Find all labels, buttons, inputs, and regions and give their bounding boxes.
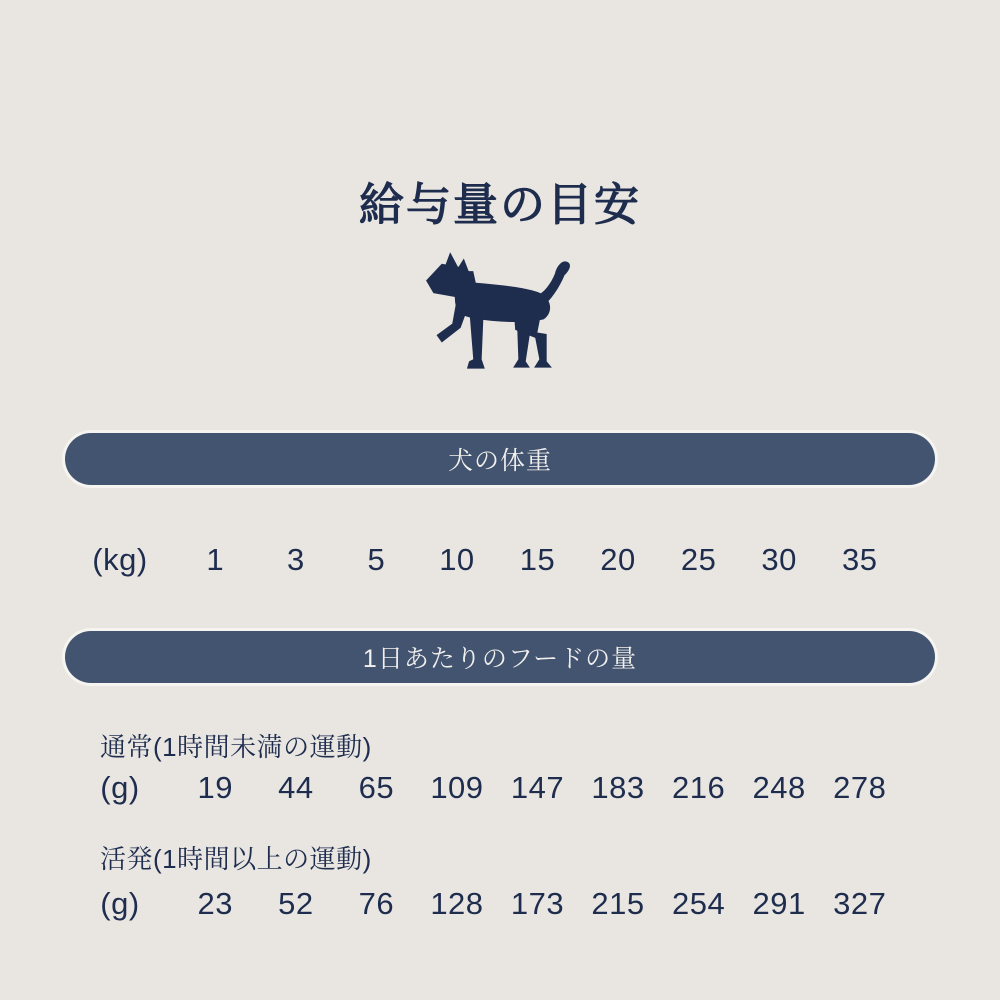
food-value: 147 <box>510 770 565 805</box>
weight-value: 20 <box>600 542 636 577</box>
weight-value: 35 <box>841 542 878 577</box>
weight-value: 10 <box>439 542 475 577</box>
food-value: 216 <box>671 770 726 805</box>
active-food-row <box>65 882 900 926</box>
weight-unit-label: (kg) <box>92 542 148 577</box>
food-value: 278 <box>833 770 887 805</box>
weight-value: 5 <box>367 542 386 577</box>
food-value: 291 <box>752 886 806 921</box>
food-value: 19 <box>197 770 234 805</box>
food-value: 215 <box>591 886 645 921</box>
food-value: 248 <box>752 770 806 805</box>
dog-silhouette-icon <box>425 250 575 373</box>
food-value: 254 <box>671 886 726 921</box>
weight-value: 30 <box>761 542 797 577</box>
food-value: 183 <box>591 770 645 805</box>
weight-header-banner <box>65 433 935 485</box>
active-activity-label: 活発(1時間以上の運動) <box>100 844 372 874</box>
weights-row <box>65 538 900 582</box>
food-header-label: 1日あたりのフードの量 <box>362 645 638 673</box>
weight-value: 15 <box>519 542 556 577</box>
gram-unit-label: (g) <box>100 770 140 805</box>
weight-value: 3 <box>286 542 305 577</box>
food-value: 52 <box>278 886 314 921</box>
weight-value: 1 <box>206 542 225 577</box>
gram-unit-label: (g) <box>100 886 140 921</box>
weight-header-label: 犬の体重 <box>447 447 552 475</box>
food-value: 128 <box>430 886 484 921</box>
food-header-banner <box>65 631 935 683</box>
food-value: 23 <box>197 886 234 921</box>
food-value: 327 <box>833 886 887 921</box>
page-title: 給与量の目安 <box>358 179 641 230</box>
normal-food-row <box>65 766 900 810</box>
food-value: 109 <box>430 770 484 805</box>
food-value: 65 <box>358 770 395 805</box>
food-value: 44 <box>278 770 314 805</box>
normal-activity-label: 通常(1時間未満の運動) <box>100 732 372 762</box>
weight-value: 25 <box>680 542 717 577</box>
food-value: 76 <box>358 886 395 921</box>
food-value: 173 <box>510 886 565 921</box>
